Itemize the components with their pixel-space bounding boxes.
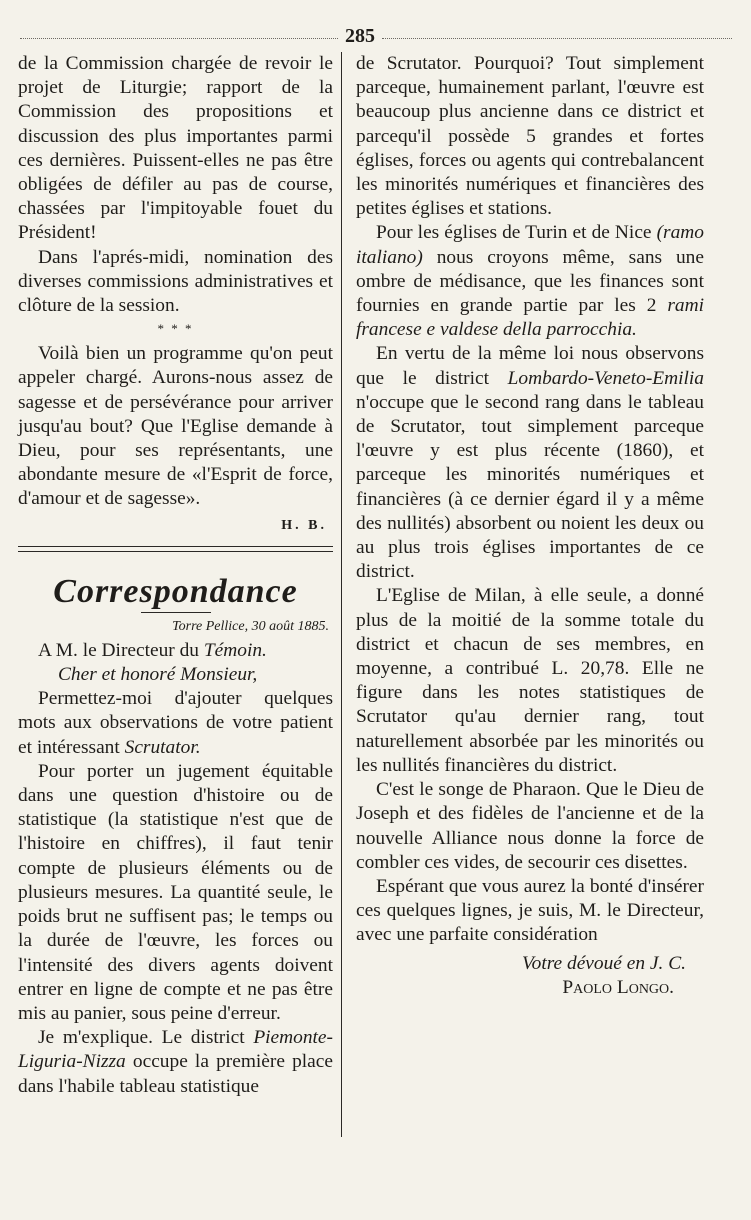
scrutator-italic: Scrutator. — [124, 736, 201, 758]
paragraph-liturgy-commission: de la Commission chargée de revoir le projet de Liturgie; rapport de la Commission des propositions et discussion des plus importantes parmi ces dernières. Puissent-elles ne pas être obligées de défiler au pas de course, chassées par l'impitoyable fouet du Président! — [18, 53, 333, 244]
turin-text: Pour les églises de Turin et de Nice — [376, 222, 657, 244]
signature-line: Votre dévoué en J. C. — [521, 952, 686, 974]
header-dotted-rule-left — [20, 38, 338, 39]
paragraph-programme: Voilà bien un programme qu'on peut appeler chargé. Aurons-nous assez de sagesse et de persévérance pour arriver jusqu'au bout? Que l'Eglise demande à Dieu, pour ses représentants, une abondante mesure de «l'Esprit de force, d'amour et de sagesse». — [18, 343, 333, 510]
page-header — [20, 24, 732, 52]
paragraph-turin-nice — [356, 221, 704, 342]
section-double-rule — [18, 546, 333, 552]
explique-text-end: occupe la première place dans l'habile tableau statistique — [18, 1051, 333, 1097]
permettez-text: Permettez-moi d'ajouter quelques mots aux observations de votre patient et intéressant — [18, 688, 333, 758]
page-number: 285 — [345, 25, 375, 47]
rami-francese-italic: rami francese e valdese della parrocchia. — [356, 295, 704, 341]
column-divider — [341, 52, 342, 1137]
section-title: Correspondance — [53, 572, 298, 610]
paragraph-jugement: Pour porter un jugement équitable dans une question d'histoire ou de statistique (la statistique n'est que de l'histoire en chiffres), il faut tenir compte de plusieurs éléments ou de plusieurs mesures. La quantité seule, le poids brut ne suffisent pas; le temps ou la durée de l'œuvre, les forces ou l'intensité des divers agents doivent entrer en ligne de compte et ne pas être mis au panier, sous peine d'erreur. — [18, 760, 333, 1024]
district-italic: Piemonte-Liguria-Nizza — [18, 1027, 333, 1073]
ramo-italiano-italic: (ramo italiano) — [356, 222, 704, 268]
paragraph-milan: L'Eglise de Milan, à elle seule, a donné plus de la moitié de la somme totale du district et chacun de ses membres, en moyenne, a contribué L. 20,78. Elle ne figure dans les notes statistiques de Scrutator qu'au dernier rang, tout naturellement absorbée par les minorités ou les nullités financières du district. — [356, 585, 704, 776]
letter-address — [18, 639, 333, 663]
paragraph-afternoon: Dans l'aprés-midi, nomination des diverses commissions administratives et clôture de la session. — [18, 246, 333, 317]
turin-text-mid: nous croyons même, sans une ombre de médisance, que les finances sont fournies en grande partie par les 2 — [356, 246, 704, 317]
dateline: Torre Pellice, 30 août 1885. — [172, 618, 329, 634]
letter-greeting: Cher et honoré Monsieur, — [58, 664, 258, 686]
paragraph-explique — [18, 1026, 333, 1099]
asterism-separator: * * * — [157, 321, 194, 337]
header-dotted-rule-right — [382, 38, 732, 39]
explique-text: Je m'explique. Le district — [38, 1027, 254, 1049]
paragraph-pourquoi: de Scrutator. Pourquoi? Tout simplement parceque, humainement parlant, l'œuvre est beaucoup plus ancienne dans ce district et parcequ'il possède 5 grandes et fortes églises, forces ou agents qui contrebalancent les minorités numériques et financières des petites églises et stations. — [356, 53, 704, 220]
paragraph-esperant: Espérant que vous aurez la bonté d'insérer ces quelques lignes, je suis, M. le Directeur, avec une parfaite considération — [356, 875, 704, 946]
right-column — [356, 52, 704, 1000]
address-text: A M. le Directeur du — [38, 639, 204, 661]
paragraph-lombardo — [356, 342, 704, 584]
lombardo-italic: Lombardo-Veneto-Emilia — [507, 367, 704, 389]
paragraph-pharaon: C'est le songe de Pharaon. Que le Dieu de Joseph et des fidèles de l'ancienne et de la nouvelle Alliance nous donne la force de combler ces vides, de secourir ces disettes. — [356, 779, 704, 873]
lombardo-text-end: n'occupe que le second rang dans le tableau de Scrutator, tout simplement parceque l'œuvre y est plus récente (1860), et parceque les minorités numériques et financières (à ce dernier égard il y a même des nullités) absorbent ou noient les deux ou au plus trois églises importantes de ce district. — [356, 391, 704, 583]
left-column — [18, 52, 333, 1099]
paragraph-permettez — [18, 687, 333, 760]
address-italic: Témoin. — [203, 639, 267, 661]
signature-name: Paolo Longo. — [562, 976, 674, 998]
lombardo-text: En vertu de la même loi nous observons que le district — [356, 343, 704, 389]
author-initials: H. B. — [281, 517, 327, 533]
